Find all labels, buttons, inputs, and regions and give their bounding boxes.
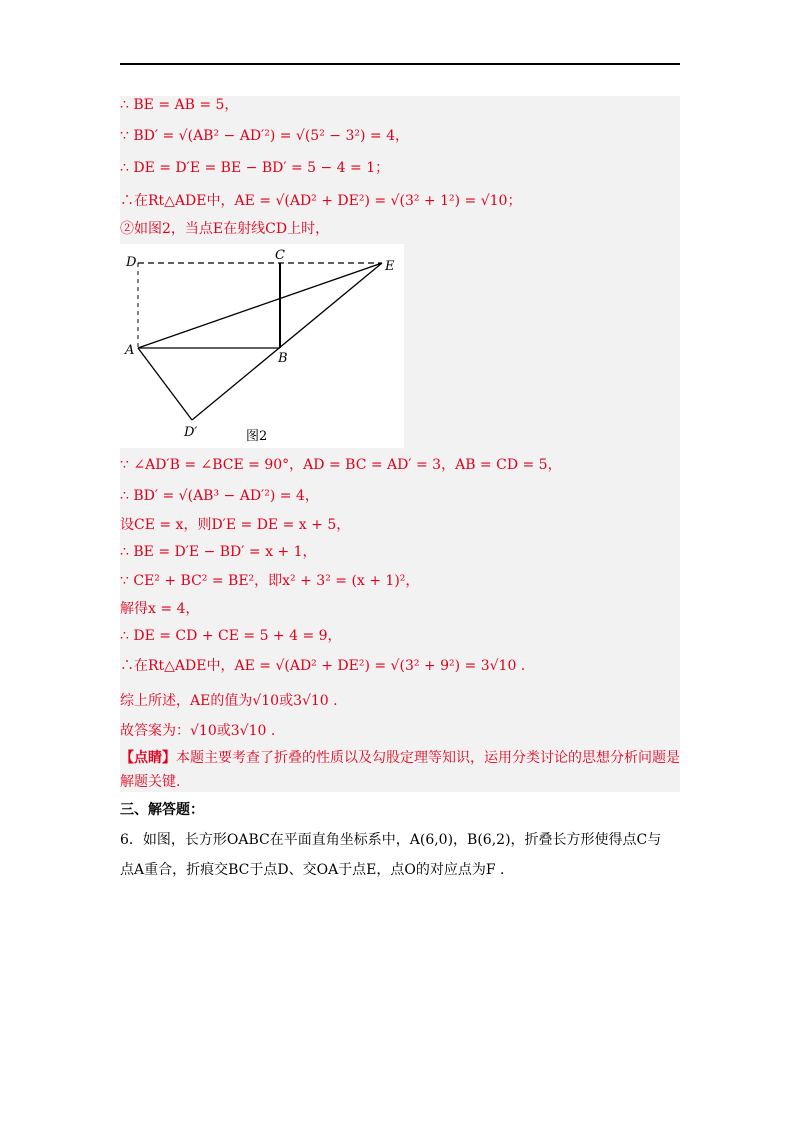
label-D-prime: D′ (184, 425, 198, 440)
solution-line: 设CE = x，则D′E = DE = x + 5， (120, 517, 351, 533)
section-heading: 三、解答题： (120, 802, 204, 818)
line-AD-prime (138, 348, 192, 420)
header-rule (120, 63, 680, 65)
figure-svg (120, 244, 404, 448)
solution-line: ∴在Rt△ADE中，AE = √(AD² + DE²) = √(3² + 9²) = 3√10 . (120, 658, 526, 674)
label-E: E (385, 259, 395, 274)
solution-line: ∵ BD′ = √(AB² − AD′²) = √(5² − 3²) = 4， (120, 128, 409, 144)
solution-line: ∴ DE = D′E = BE − BD′ = 5 − 4 = 1； (120, 160, 390, 176)
comment-paragraph (120, 746, 680, 794)
line-D-prime-E (192, 263, 382, 420)
case-heading: ②如图2，当点E在射线CD上时， (120, 221, 330, 237)
solution-line: 解得x = 4， (120, 601, 200, 617)
geometry-figure (120, 244, 404, 448)
solution-line: ∵ ∠AD′B = ∠BCE = 90°，AD = BC = AD′ = 3，AB = CD = 5， (120, 457, 562, 473)
solution-line: ∵ CE² + BC² = BE²，即x² + 3² = (x + 1)²， (120, 573, 420, 589)
comment-text: 本题主要考查了折叠的性质以及勾股定理等知识，运用分类讨论的思想分析问题是解题关键. (120, 750, 680, 790)
figure-caption: 图2 (246, 429, 268, 444)
solution-line: ∴在Rt△ADE中，AE = √(AD² + DE²) = √(3² + 1²) = √10； (120, 193, 522, 209)
line-AE (138, 263, 382, 348)
summary-line: 综上所述，AE的值为√10或3√10 . (120, 693, 338, 709)
solution-line: ∴ BE = AB = 5， (120, 97, 239, 113)
label-C: C (275, 248, 285, 263)
question-line: 6．如图，长方形OABC在平面直角坐标系中，A(6,0)，B(6,2)，折叠长方形使得点C与 (120, 832, 662, 848)
label-B: B (278, 351, 288, 366)
solution-line: ∴ DE = CD + CE = 5 + 4 = 9， (120, 628, 342, 644)
answer-line: 故答案为：√10或3√10 . (120, 723, 276, 739)
solution-line: ∴ BE = D′E − BD′ = x + 1， (120, 544, 317, 560)
question-line: 点A重合，折痕交BC于点D、交OA于点E，点O的对应点为F . (120, 862, 505, 878)
solution-line: ∴ BD′ = √(AB³ − AD′²) = 4， (120, 488, 319, 504)
comment-tag: 【点睛】 (120, 750, 176, 766)
label-D: D (126, 255, 137, 270)
label-A: A (125, 343, 135, 358)
